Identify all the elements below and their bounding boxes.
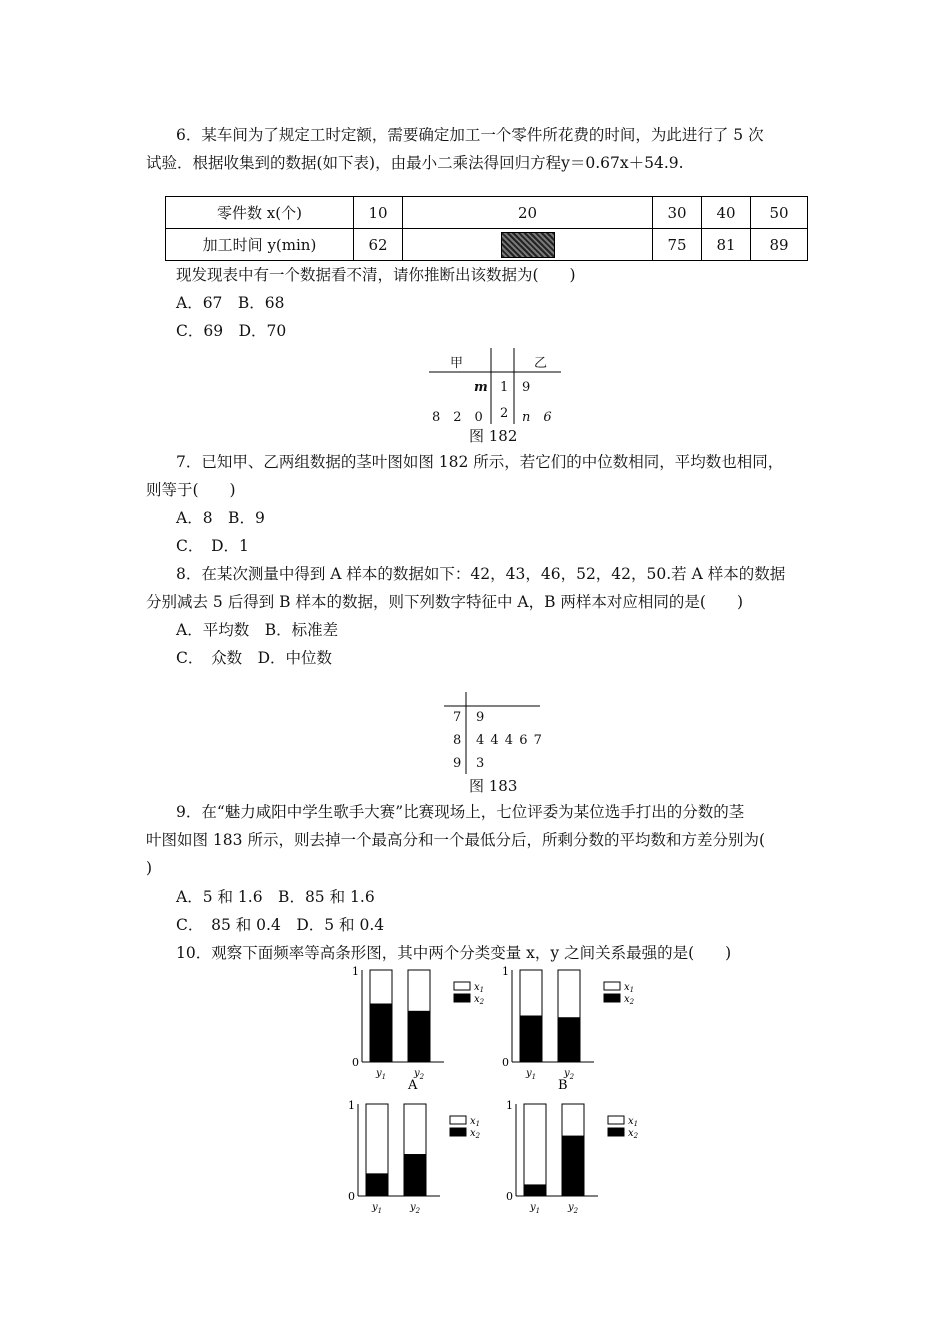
bar-x1 [562,1104,584,1136]
y-tick-label: 1 [348,1099,355,1112]
q7-text-line1: 7．已知甲、乙两组数据的茎叶图如图 182 所示，若它们的中位数相同，平均数也相同， [176,453,784,471]
legend-label: $x_2$ [474,994,485,1006]
q8-options-cd: C． 众数 D．中位数 [176,649,333,667]
q9-text-line3: ) [146,859,153,877]
table-cell: 零件数 x(个) [166,197,354,229]
fig182-r1-right: 9 [522,380,531,395]
table-cell: 10 [354,197,403,229]
legend-label: $x_2$ [628,1128,639,1140]
y-tick-label: 1 [506,1099,513,1112]
x-tick-label: $y_1$ [530,1202,541,1215]
table-row [166,229,808,261]
table-cell: 81 [702,229,751,261]
table-cell: 40 [702,197,751,229]
bar-x2 [562,1136,584,1196]
blurred-cell [403,229,653,261]
bar-chart-c [336,1096,486,1220]
bar-x2 [366,1174,388,1196]
y-tick-label: 0 [348,1190,355,1203]
bar-x2 [558,1018,580,1062]
table-cell: 50 [751,197,808,229]
fig182-left-head: 甲 [450,356,464,371]
q7-options-cd: C． D．1 [176,537,249,555]
table-cell: 62 [354,229,403,261]
bar-x1 [524,1104,546,1185]
y-tick-label: 1 [502,965,509,978]
fig183-leaves: 4 4 4 6 7 [476,733,542,748]
legend-swatch-x1 [454,982,470,990]
legend-label: $x_1$ [628,1116,639,1128]
table-row [166,197,808,229]
q9-text-line2: 叶图如图 183 所示，则去掉一个最高分和一个最低分后，所剩分数的平均数和方差分别为( [146,831,765,849]
legend-swatch-x1 [450,1116,466,1124]
legend-swatch-x1 [608,1116,624,1124]
bar-x2 [404,1155,426,1196]
q6-data-table [165,196,808,261]
x-tick-label: $y_1$ [526,1068,537,1081]
table-cell: 89 [751,229,808,261]
q8-options-ab: A．平均数 B．标准差 [176,621,339,639]
x-tick-label: $y_2$ [568,1202,579,1215]
legend-swatch-x2 [454,994,470,1002]
bar-x2 [370,1004,392,1062]
q8-text-line1: 8．在某次测量中得到 A 样本的数据如下：42，43，46，52，42，50.若 A 样本的数据 [176,565,786,583]
x-tick-label: $y_2$ [564,1068,575,1081]
q6-text-line3: 现发现表中有一个数据看不清，请你推断出该数据为( ) [176,266,576,284]
bar-x2 [524,1185,546,1196]
fig182-r2-left: 8 2 0 [432,410,483,425]
fig183-stem: 7 [453,710,462,725]
bar-x1 [408,970,430,1011]
bar-x2 [520,1016,542,1062]
q6-options-cd: C．69 D．70 [176,322,287,340]
q8-text-line2: 分别减去 5 后得到 B 样本的数据，则下列数字特征中 A，B 两样本对应相同的是( ) [146,593,743,611]
fig182-right-head: 乙 [534,356,548,371]
bar-x1 [520,970,542,1016]
y-tick-label: 0 [502,1056,509,1069]
x-tick-label: $y_2$ [414,1068,425,1081]
fig182-r2-right: n 6 [522,410,552,425]
fig183-leaves: 9 [476,710,485,725]
legend-swatch-x2 [608,1128,624,1136]
chart-label: A [408,1078,418,1090]
q7-options-ab: A．8 B．9 [176,509,265,527]
q7-text-line2: 则等于( ) [146,481,236,499]
q9-options-ab: A．5 和 1.6 B．85 和 1.6 [176,888,375,906]
legend-swatch-x1 [604,982,620,990]
bar-chart-d [494,1096,644,1220]
bar-x1 [404,1104,426,1155]
fig182-r1-left: m [474,380,488,395]
x-tick-label: $y_1$ [372,1202,383,1215]
table-cell: 30 [653,197,702,229]
legend-label: $x_1$ [470,1116,481,1128]
legend-swatch-x2 [604,994,620,1002]
fig183-stem: 9 [453,756,462,771]
legend-label: $x_2$ [624,994,635,1006]
bar-x2 [408,1011,430,1062]
legend-label: $x_2$ [470,1128,481,1140]
y-tick-label: 1 [352,965,359,978]
q6-text-line2: 试验．根据收集到的数据(如下表)，由最小二乘法得回归方程y＝0.67x＋54.9. [146,154,684,172]
y-tick-label: 0 [352,1056,359,1069]
q9-options-cd: C． 85 和 0.4 D．5 和 0.4 [176,916,385,934]
legend-label: $x_1$ [624,982,635,994]
bar-x1 [558,970,580,1018]
fig183-caption: 图 183 [469,777,518,795]
q6-options-ab: A．67 B．68 [176,294,285,312]
fig183-stem: 8 [453,733,462,748]
fig182-r2-stem: 2 [500,406,509,421]
y-tick-label: 0 [506,1190,513,1203]
chart-label: B [558,1078,568,1090]
bar-chart-b [490,962,640,1090]
fig183-leaves: 3 [476,756,485,771]
blurred-value [501,232,555,258]
bar-chart-a [340,962,490,1090]
legend-swatch-x2 [450,1128,466,1136]
table-cell: 加工时间 y(min) [166,229,354,261]
table-cell: 75 [653,229,702,261]
q6-text-line1: 6．某车间为了规定工时定额，需要确定加工一个零件所花费的时间，为此进行了 5 次 [176,126,764,144]
x-tick-label: $y_2$ [410,1202,421,1215]
bar-x1 [370,970,392,1004]
q9-text-line1: 9．在“魅力咸阳中学生歌手大赛”比赛现场上，七位评委为某位选手打出的分数的茎 [176,803,745,821]
legend-label: $x_1$ [474,982,485,994]
fig182-caption: 图 182 [469,427,518,445]
fig182-r1-stem: 1 [500,380,509,395]
bar-x1 [366,1104,388,1174]
x-tick-label: $y_1$ [376,1068,387,1081]
table-cell: 20 [403,197,653,229]
q10-text-line1: 10．观察下面频率等高条形图，其中两个分类变量 x，y 之间关系最强的是( ) [176,944,732,962]
